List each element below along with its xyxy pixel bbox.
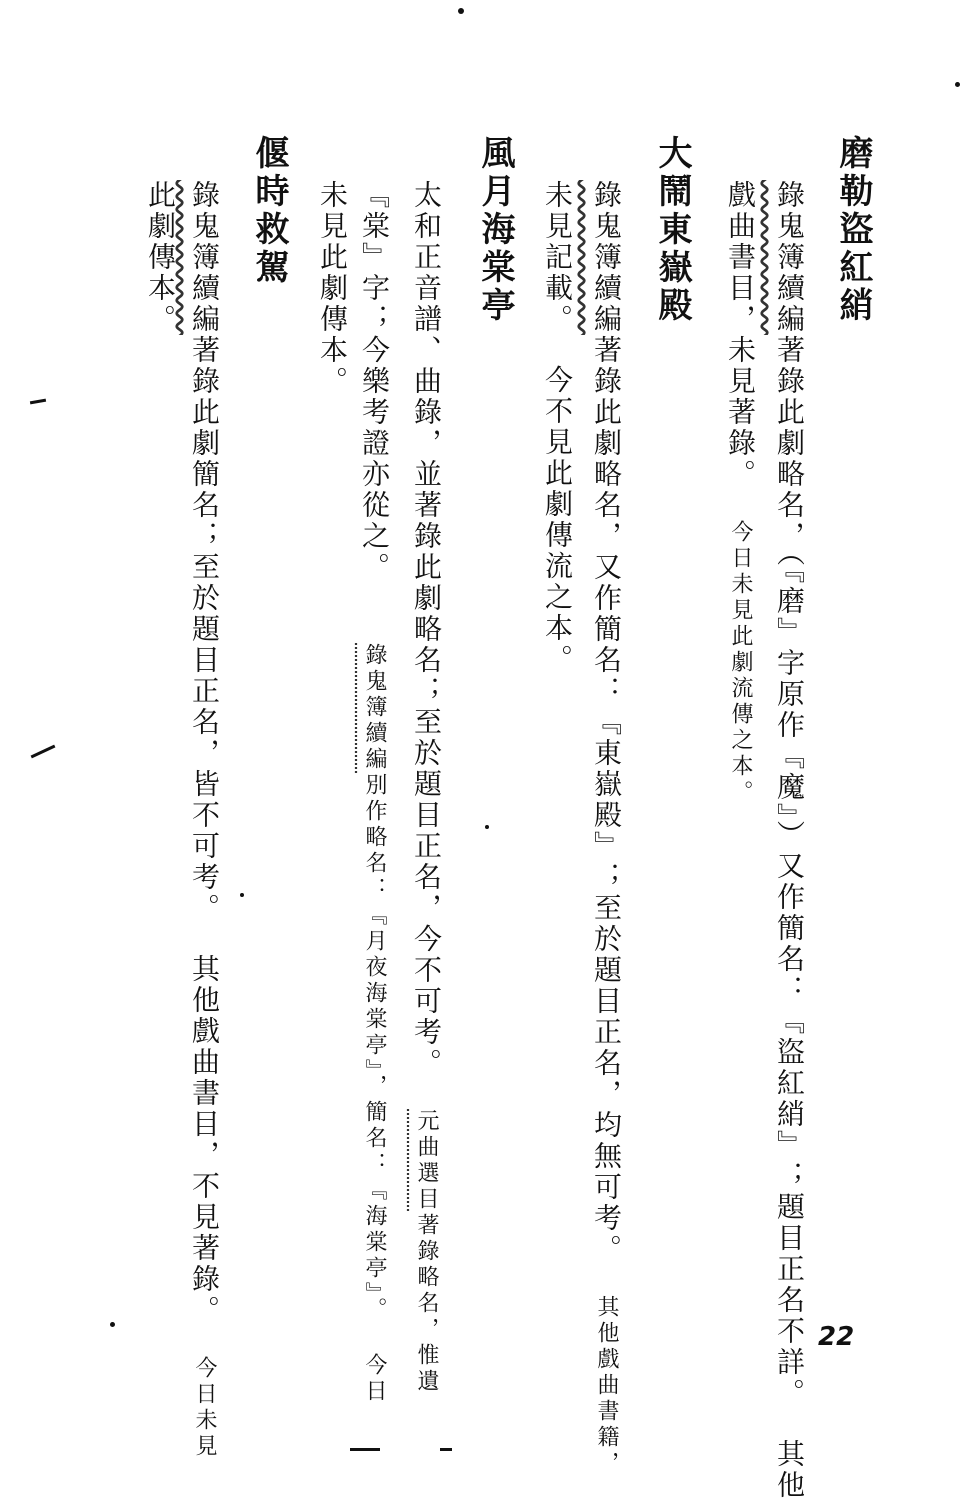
entry-text-line	[188, 180, 221, 1460]
entry-text-line	[724, 180, 757, 806]
entry-text-line	[144, 180, 177, 335]
scan-mark	[440, 1448, 452, 1451]
entry-title: 偃時救駕	[249, 135, 289, 287]
text-segment: 著錄此劇略名，（『磨』字原作『魔』）又作簡名：『盜紅綃』；題目正名不詳。	[773, 335, 806, 1409]
text-segment: 今日未見	[192, 1356, 217, 1460]
text-segment: 今日未見此劇流傳之本。	[728, 520, 753, 806]
entry-title: 風月海棠亭	[475, 135, 515, 325]
entry-text-line	[358, 180, 391, 1405]
entry-text-line	[590, 180, 623, 1477]
page-number: 22	[818, 1322, 855, 1352]
scan-speck	[485, 825, 489, 829]
entry-text-line	[410, 180, 443, 1395]
scan-speck	[240, 893, 244, 897]
book-title: 錄鬼簿續編	[188, 180, 221, 335]
scan-speck	[110, 1322, 115, 1327]
text-segment: 未見記載。	[541, 180, 574, 335]
text-segment: 今日	[362, 1353, 387, 1405]
text-segment: 『棠』字；今樂考證亦從之。	[358, 180, 391, 583]
text-segment: 其他戲曲書目，不見著錄。	[188, 954, 221, 1326]
entry-text-line	[316, 180, 349, 397]
entry-text-line	[541, 180, 574, 675]
text-segment: 其他	[773, 1439, 806, 1501]
book-title: 錄鬼簿續編	[590, 180, 623, 335]
text-segment: 今不見此劇傳流之本。	[541, 365, 574, 675]
scan-mark	[30, 399, 46, 405]
book-title: 元曲選目	[414, 1109, 439, 1213]
entry-title: 大鬧東嶽殿	[652, 135, 692, 325]
text-segment: 別作略名：『月夜海棠亭』，簡名：『海棠亭』。	[362, 773, 387, 1323]
text-segment: 著錄此劇簡名；至於題目正名，皆不可考。	[188, 335, 221, 924]
scan-mark	[350, 1448, 380, 1451]
text-segment: 未見此劇傳本。	[316, 180, 349, 397]
entry-title: 磨勒盜紅綃	[833, 135, 873, 325]
text-segment: 此劇傳本。	[144, 180, 177, 335]
scan-mark	[31, 745, 56, 759]
text-segment: 著錄略名，惟遺	[414, 1213, 439, 1395]
book-title: 錄鬼簿續編	[362, 643, 387, 773]
scan-speck	[955, 82, 960, 87]
book-title: 錄鬼簿續編	[773, 180, 806, 335]
text-segment: 太和正音譜、曲錄，並著錄此劇略名；至於題目正名，今不可考。	[410, 180, 443, 1079]
scan-speck	[458, 8, 464, 14]
text-segment: 戲曲書目，未見著錄。	[724, 180, 757, 490]
entry-text-line	[773, 180, 806, 1501]
text-segment: 其他戲曲書籍，	[594, 1295, 619, 1477]
text-segment: 著錄此劇略名，又作簡名：『東嶽殿』；至於題目正名，均無可考。	[590, 335, 623, 1265]
